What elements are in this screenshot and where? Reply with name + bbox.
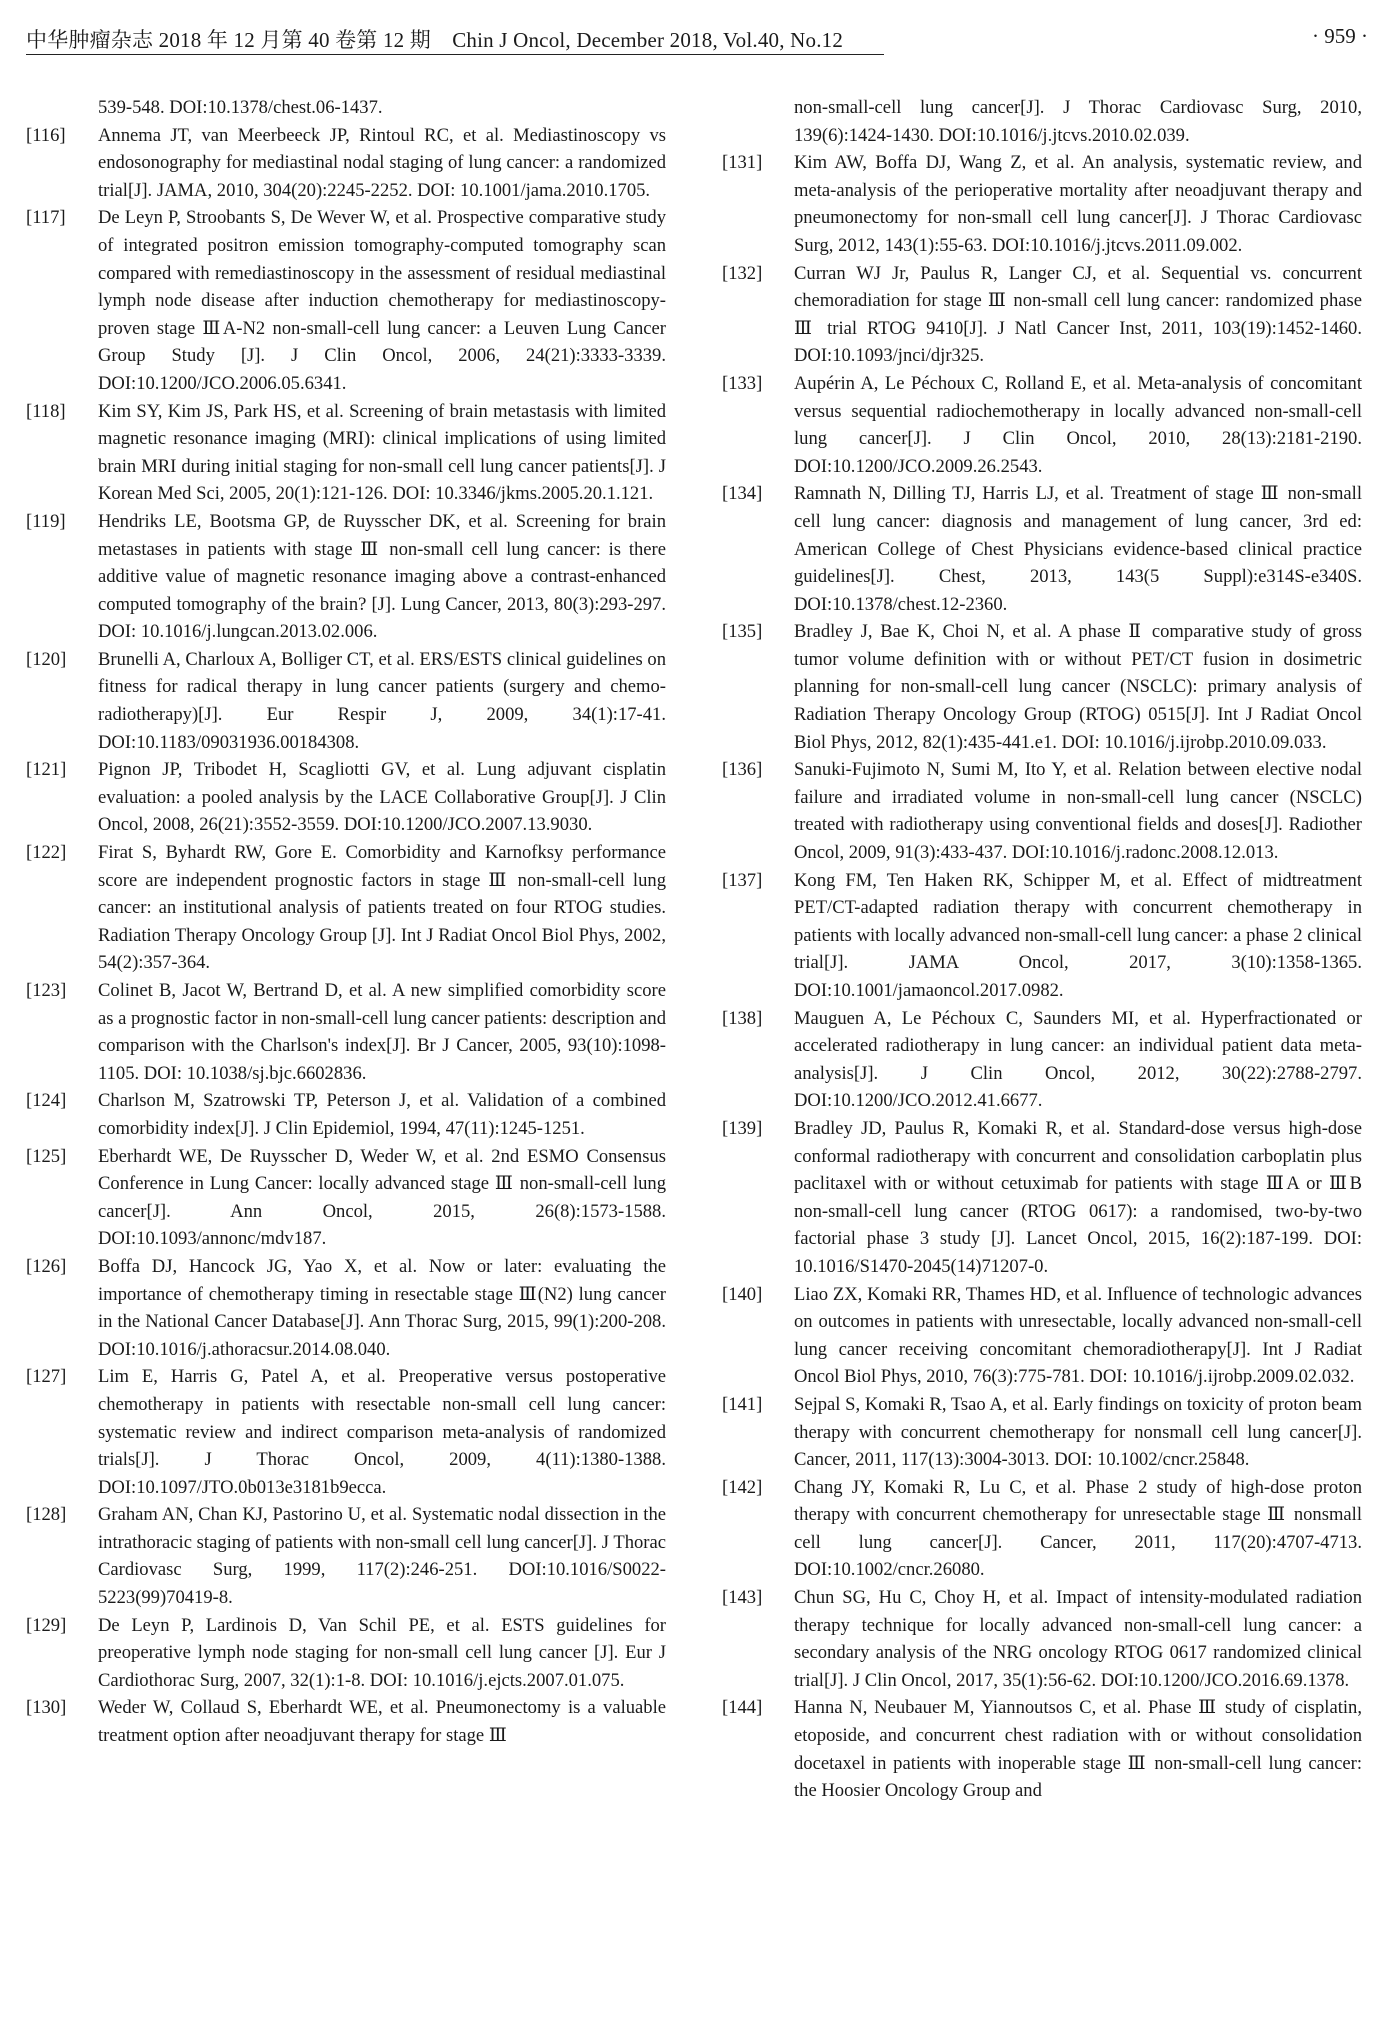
reference-item (722, 1694, 1362, 1804)
reference-text: Bradley JD, Paulus R, Komaki R, et al. Standard-dose versus high-dose conformal radiotherapy with concurrent and consolidation carboplatin plus paclitaxel with or without cetuximab for patients with stage ⅢA or ⅢB non-small-cell lung cancer (RTOG 0617): a randomised, two-by-two factorial phase 3 study [J]. Lancet Oncol, 2015, 16(2):187-199. DOI: 10.1016/S1470-2045(14)71207-0. (794, 1117, 1362, 1277)
reference-number: [139] (722, 1117, 763, 1139)
reference-item (26, 1363, 666, 1501)
reference-number: [118] (26, 400, 66, 422)
reference-number: [117] (26, 207, 66, 229)
reference-text: Brunelli A, Charloux A, Bolliger CT, et al. ERS/ESTS clinical guidelines on fitness for radical therapy in lung cancer patients (surgery and chemo-radiotherapy)[J]. Eur Respir J, 2009, 34(1):17-41. DOI:10.1183/09031936.00184308. (98, 648, 666, 753)
reference-number: [121] (26, 759, 67, 781)
reference-item (722, 1474, 1362, 1584)
reference-item (26, 756, 666, 839)
reference-number: [129] (26, 1614, 67, 1636)
journal-citation-line: 中华肿瘤杂志 2018 年 12 月第 40 卷第 12 期 Chin J Oncol, December 2018, Vol.40, No.12 (26, 28, 844, 52)
reference-number: [128] (26, 1504, 67, 1526)
reference-number: [131] (722, 152, 763, 174)
reference-item (722, 867, 1362, 1005)
reference-number: [120] (26, 648, 67, 670)
reference-text: Chun SG, Hu C, Choy H, et al. Impact of intensity-modulated radiation therapy technique for locally advanced non-small-cell lung cancer: a secondary analysis of the NRG oncology RTOG 0617 randomized clinical trial[J]. J Clin Oncol, 2017, 35(1):56-62. DOI:10.1200/JCO.2016.69.1378. (794, 1587, 1362, 1691)
reference-item (26, 1501, 666, 1611)
reference-item (722, 480, 1362, 618)
reference-text: Graham AN, Chan KJ, Pastorino U, et al. Systematic nodal dissection in the intrathoracic staging of patients with non-small cell lung cancer[J]. J Thorac Cardiovasc Surg, 1999, 117(2):246-251. DOI:10.1016/S0022-5223(99)70419-8. (98, 1504, 666, 1609)
reference-number: [134] (722, 483, 763, 505)
reference-item (26, 204, 666, 397)
reference-item (722, 1391, 1362, 1474)
reference-item (26, 1253, 666, 1363)
reference-text: Curran WJ Jr, Paulus R, Langer CJ, et al. Sequential vs. concurrent chemoradiation for stage Ⅲ non-small cell lung cancer: randomized phase Ⅲ trial RTOG 9410[J]. J Natl Cancer Inst, 2011, 103(19):1452-1460. DOI:10.1093/jnci/djr325. (794, 262, 1362, 367)
reference-text: Colinet B, Jacot W, Bertrand D, et al. A new simplified comorbidity score as a prognostic factor in non-small-cell lung cancer patients: description and comparison with the Charlson's index[J]. Br J Cancer, 2005, 93(10):1098-1105. DOI: 10.1038/sj.bjc.6602836. (98, 980, 666, 1084)
reference-text: Kim SY, Kim JS, Park HS, et al. Screening of brain metastasis with limited magnetic resonance imaging (MRI): clinical implications of using limited brain MRI during initial staging for non-small cell lung cancer patients[J]. J Korean Med Sci, 2005, 20(1):121-126. DOI: 10.3346/jkms.2005.20.1.121. (98, 400, 666, 505)
reference-item (722, 756, 1362, 866)
reference-item (722, 618, 1362, 756)
reference-number: [136] (722, 759, 763, 781)
reference-text: Boffa DJ, Hancock JG, Yao X, et al. Now or later: evaluating the importance of chemotherapy timing in resectable stage Ⅲ(N2) lung cancer in the National Cancer Database[J]. Ann Thorac Surg, 2015, 99(1):200-208. DOI:10.1016/j.athoracsur.2014.08.040. (98, 1255, 666, 1360)
reference-text: Charlson M, Szatrowski TP, Peterson J, et al. Validation of a combined comorbidity index[J]. J Clin Epidemiol, 1994, 47(11):1245-1251. (98, 1090, 666, 1139)
reference-text: Firat S, Byhardt RW, Gore E. Comorbidity and Karnofksy performance score are independent prognostic factors in stage Ⅲ non-small-cell lung cancer: an institutional analysis of patients treated on four RTOG studies. Radiation Therapy Oncology Group [J]. Int J Radiat Oncol Biol Phys, 2002, 54(2):357-364. (98, 842, 666, 974)
reference-number: [141] (722, 1393, 763, 1415)
running-header (26, 24, 1368, 54)
reference-number: [130] (26, 1697, 67, 1719)
reference-item (722, 149, 1362, 259)
reference-text: Sanuki-Fujimoto N, Sumi M, Ito Y, et al. Relation between elective nodal failure and irradiated volume in non-small-cell lung cancer (NSCLC) treated with radiotherapy using conventional fields and doses[J]. Radiother Oncol, 2009, 91(3):433-437. DOI:10.1016/j.radonc.2008.12.013. (794, 759, 1362, 864)
reference-text: Lim E, Harris G, Patel A, et al. Preoperative versus postoperative chemotherapy in patients with resectable non-small cell lung cancer: systematic review and indirect comparison meta-analysis of randomized trials[J]. J Thorac Oncol, 2009, 4(11):1380-1388. DOI:10.1097/JTO.0b013e3181b9ecca. (98, 1366, 666, 1498)
reference-number: [124] (26, 1090, 67, 1112)
reference-item (26, 508, 666, 646)
reference-text: Mauguen A, Le Péchoux C, Saunders MI, et al. Hyperfractionated or accelerated radiotherapy in lung cancer: an individual patient data meta-analysis[J]. J Clin Oncol, 2012, 30(22):2788-2797. DOI:10.1200/JCO.2012.41.6677. (794, 1007, 1362, 1112)
reference-number: [116] (26, 124, 66, 146)
reference-text: Chang JY, Komaki R, Lu C, et al. Phase 2 study of high-dose proton therapy with concurrent chemotherapy for unresectable stage Ⅲ nonsmall cell lung cancer[J]. Cancer, 2011, 117(20):4707-4713. DOI:10.1002/cncr.26080. (794, 1476, 1362, 1581)
reference-number: [132] (722, 262, 763, 284)
reference-number: [127] (26, 1366, 67, 1388)
reference-text: Liao ZX, Komaki RR, Thames HD, et al. Influence of technologic advances on outcomes in patients with unresectable, locally advanced non-small-cell lung cancer receiving concomitant chemoradiotherapy[J]. Int J Radiat Oncol Biol Phys, 2010, 76(3):775-781. DOI: 10.1016/j.ijrobp.2009.02.032. (794, 1283, 1362, 1388)
reference-number: [142] (722, 1476, 763, 1498)
reference-number: [125] (26, 1145, 67, 1167)
reference-text: Annema JT, van Meerbeeck JP, Rintoul RC, et al. Mediastinoscopy vs endosonography for mediastinal nodal staging of lung cancer: a randomized trial[J]. JAMA, 2010, 304(20):2245-2252. DOI: 10.1001/jama.2010.1705. (98, 124, 666, 201)
reference-item (26, 839, 666, 977)
reference-text: Eberhardt WE, De Ruysscher D, Weder W, et al. 2nd ESMO Consensus Conference in Lung Cancer: locally advanced stage Ⅲ non-small-cell lung cancer[J]. Ann Oncol, 2015, 26(8):1573-1588. DOI:10.1093/annonc/mdv187. (98, 1145, 666, 1250)
left-column (26, 94, 666, 2014)
reference-text: Hanna N, Neubauer M, Yiannoutsos C, et al. Phase Ⅲ study of cisplatin, etoposide, and concurrent chest radiation with or without consolidation docetaxel in patients with inoperable stage Ⅲ non-small-cell lung cancer: the Hoosier Oncology Group and (794, 1697, 1362, 1802)
reference-text: Pignon JP, Tribodet H, Scagliotti GV, et al. Lung adjuvant cisplatin evaluation: a pooled analysis by the LACE Collaborative Group[J]. J Clin Oncol, 2008, 26(21):3552-3559. DOI:10.1200/JCO.2007.13.9030. (98, 759, 666, 836)
reference-item (26, 977, 666, 1087)
reference-number: [144] (722, 1697, 763, 1719)
reference-number: [126] (26, 1255, 67, 1277)
reference-item (722, 260, 1362, 370)
reference-text: Kim AW, Boffa DJ, Wang Z, et al. An analysis, systematic review, and meta-analysis of the perioperative mortality after neoadjuvant therapy and pneumonectomy for non-small cell lung cancer[J]. J Thorac Cardiovasc Surg, 2012, 143(1):55-63. DOI:10.1016/j.jtcvs.2011.09.002. (794, 152, 1362, 256)
reference-item (26, 646, 666, 756)
page-number: · 959 · (1312, 24, 1368, 48)
reference-number: [123] (26, 980, 67, 1001)
reference-text: De Leyn P, Lardinois D, Van Schil PE, et al. ESTS guidelines for preoperative lymph node staging for non-small cell lung cancer [J]. Eur J Cardiothorac Surg, 2007, 32(1):1-8. DOI: 10.1016/j.ejcts.2007.01.075. (98, 1614, 666, 1691)
reference-item (26, 122, 666, 205)
reference-item (722, 370, 1362, 480)
reference-text: non-small-cell lung cancer[J]. J Thorac Cardiovasc Surg, 2010, 139(6):1424-1430. DOI:10.1016/j.jtcvs.2010.02.039. (794, 97, 1362, 146)
reference-number: [133] (722, 372, 763, 394)
reference-text: 539-548. DOI:10.1378/chest.06-1437. (98, 97, 383, 118)
reference-text: Sejpal S, Komaki R, Tsao A, et al. Early findings on toxicity of proton beam therapy with concurrent chemotherapy for nonsmall cell lung cancer[J]. Cancer, 2011, 117(13):3004-3013. DOI: 10.1002/cncr.25848. (794, 1393, 1362, 1471)
right-column (722, 94, 1362, 2014)
reference-text: Kong FM, Ten Haken RK, Schipper M, et al. Effect of midtreatment PET/CT-adapted radiation therapy with concurrent chemotherapy in patients with locally advanced non-small-cell lung cancer: a phase 2 clinical trial[J]. JAMA Oncol, 2017, 3(10):1358-1365. DOI:10.1001/jamaoncol.2017.0982. (794, 869, 1362, 1001)
reference-number: [122] (26, 842, 67, 864)
reference-item (722, 1115, 1362, 1281)
reference-text: Hendriks LE, Bootsma GP, de Ruysscher DK, et al. Screening for brain metastases in patients with stage Ⅲ non-small cell lung cancer: is there additive value of magnetic resonance imaging above a contrast-enhanced computed tomography of the brain? [J]. Lung Cancer, 2013, 80(3):293-297. DOI: 10.1016/j.lungcan.2013.02.006. (98, 510, 666, 643)
reference-number: [143] (722, 1587, 763, 1609)
reference-text: Ramnath N, Dilling TJ, Harris LJ, et al. Treatment of stage Ⅲ non-small cell lung cancer: diagnosis and management of lung cancer, 3rd ed: American College of Chest Physicians evidence-based clinical practice guidelines[J]. Chest, 2013, 143(5 Suppl):e314S-e340S. DOI:10.1378/chest.12-2360. (794, 483, 1362, 615)
reference-text: Aupérin A, Le Péchoux C, Rolland E, et al. Meta-analysis of concomitant versus sequential radiochemotherapy in locally advanced non-small-cell lung cancer[J]. J Clin Oncol, 2010, 28(13):2181-2190. DOI:10.1200/JCO.2009.26.2543. (794, 372, 1362, 477)
reference-continuation (722, 94, 1362, 149)
reference-continuation (26, 94, 666, 122)
reference-item (722, 1281, 1362, 1391)
reference-item (26, 1087, 666, 1142)
reference-item (26, 1694, 666, 1749)
reference-item (26, 398, 666, 508)
reference-text: De Leyn P, Stroobants S, De Wever W, et al. Prospective comparative study of integrated positron emission tomography-computed tomography scan compared with remediastinoscopy in the assessment of residual mediastinal lymph node disease after induction chemotherapy for mediastinoscopy-proven stage ⅢA-N2 non-small-cell lung cancer: a Leuven Lung Cancer Group Study [J]. J Clin Oncol, 2006, 24(21):3333-3339. DOI:10.1200/JCO.2006.05.6341. (98, 207, 666, 394)
reference-number: [140] (722, 1283, 763, 1305)
reference-text: Weder W, Collaud S, Eberhardt WE, et al. Pneumonectomy is a valuable treatment option after neoadjuvant therapy for stage Ⅲ (98, 1697, 666, 1747)
reference-number: [135] (722, 621, 763, 643)
reference-number: [119] (26, 510, 66, 532)
header-rule (26, 54, 884, 55)
reference-item (26, 1143, 666, 1253)
reference-number: [137] (722, 869, 763, 891)
reference-item (722, 1005, 1362, 1115)
reference-item (26, 1612, 666, 1695)
reference-text: Bradley J, Bae K, Choi N, et al. A phase Ⅱ comparative study of gross tumor volume definition with or without PET/CT fusion in dosimetric planning for non-small-cell lung cancer (NSCLC): primary analysis of Radiation Therapy Oncology Group (RTOG) 0515[J]. Int J Radiat Oncol Biol Phys, 2012, 82(1):435-441.e1. DOI: 10.1016/j.ijrobp.2010.09.033. (794, 621, 1362, 753)
reference-item (722, 1584, 1362, 1694)
reference-number: [138] (722, 1007, 763, 1029)
